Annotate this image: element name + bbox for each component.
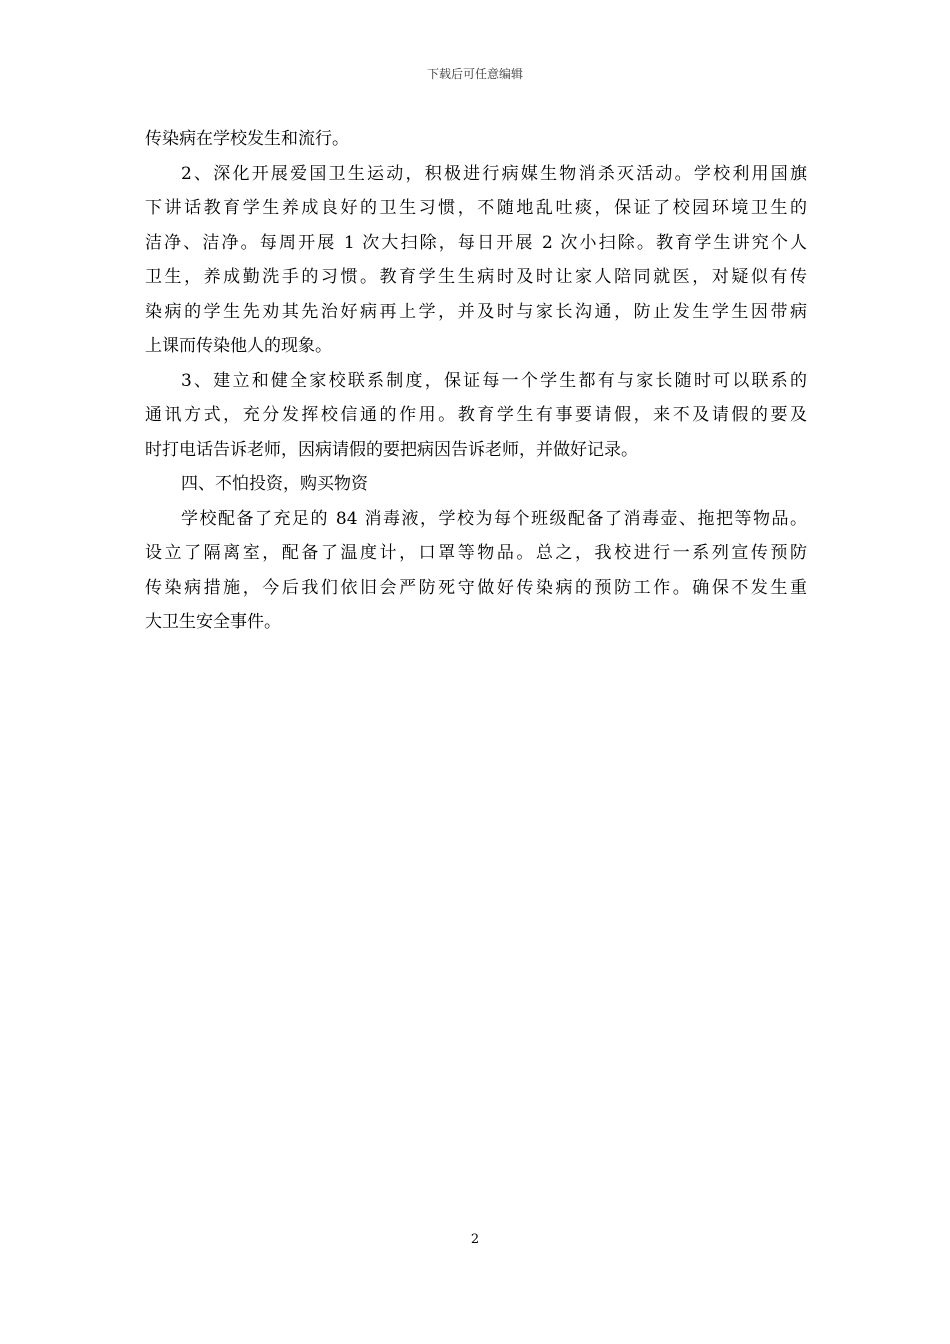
body-line: 卫生，养成勤洗手的习惯。教育学生生病时及时让家人陪同就医，对疑似有传 — [145, 267, 807, 287]
body-line: 传染病在学校发生和流行。 — [145, 129, 349, 149]
body-line: 传染病措施，今后我们依旧会严防死守做好传染病的预防工作。确保不发生重 — [145, 577, 807, 598]
document-body — [145, 122, 807, 640]
body-line: 3、建立和健全家校联系制度，保证每一个学生都有与家长随时可以联系的 — [181, 370, 807, 391]
section-heading: 四、不怕投资，购买物资 — [181, 474, 368, 494]
body-line: 洁净、洁净。每周开展 1 次大扫除，每日开展 2 次小扫除。教育学生讲究个人 — [145, 232, 807, 253]
body-line: 时打电话告诉老师，因病请假的要把病因告诉老师，并做好记录。 — [145, 439, 638, 460]
body-line: 通讯方式，充分发挥校信通的作用。教育学生有事要请假，来不及请假的要及 — [145, 405, 807, 425]
body-line: 下讲话教育学生养成良好的卫生习惯，不随地乱吐痰，保证了校园环境卫生的 — [145, 198, 807, 218]
body-line: 大卫生安全事件。 — [145, 612, 281, 632]
body-line: 染病的学生先劝其先治好病再上学，并及时与家长沟通，防止发生学生因带病 — [145, 301, 807, 322]
body-line: 上课而传染他人的现象。 — [145, 336, 332, 356]
body-line: 设立了隔离室，配备了温度计，口罩等物品。总之，我校进行一系列宣传预防 — [145, 543, 807, 563]
body-line: 2、深化开展爱国卫生运动，积极进行病媒生物消杀灭活动。学校利用国旗 — [181, 163, 807, 184]
body-line: 学校配备了充足的 84 消毒液，学校为每个班级配备了消毒壶、拖把等物品。 — [181, 508, 807, 529]
page-number: 2 — [470, 1232, 480, 1247]
page-header: 下载后可任意编辑 — [426, 67, 523, 81]
